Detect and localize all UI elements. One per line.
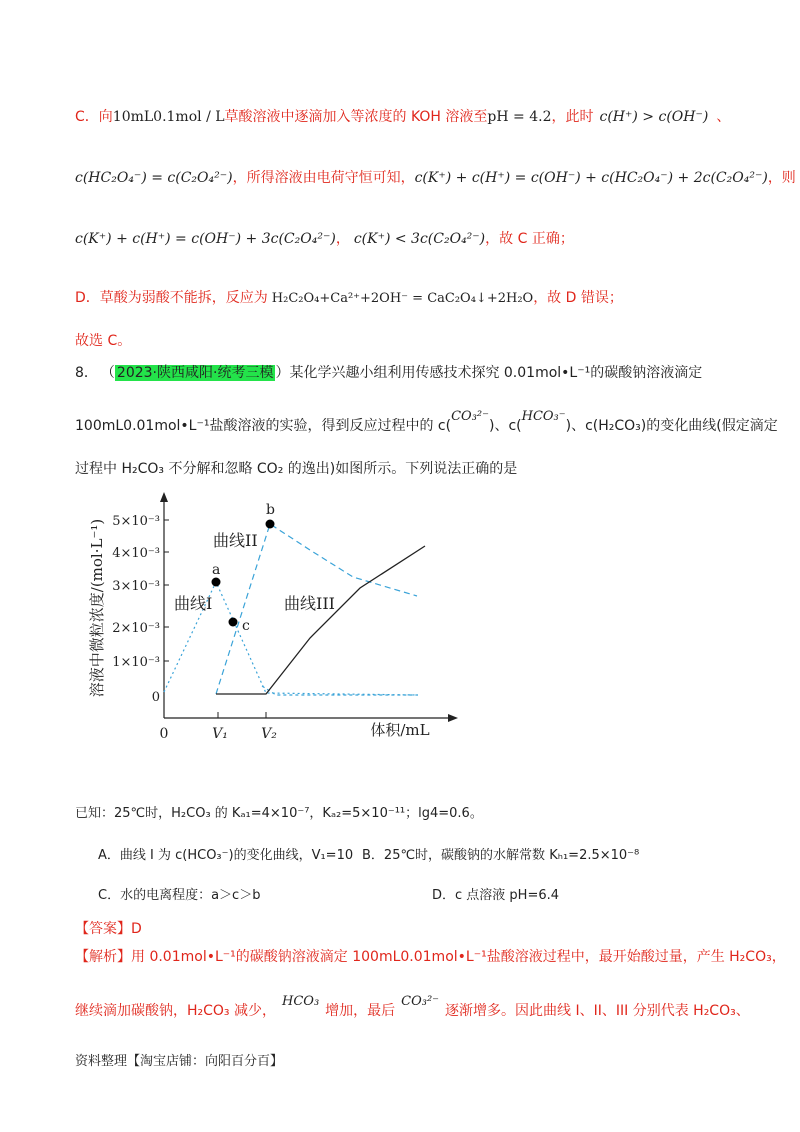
x-tick-label: 0 [159,726,169,742]
option-d: D．c 点溶液 pH=6.4 [432,888,560,903]
option-c: C．水的电离程度：a＞c＞b [98,888,261,903]
answer-label: 【答案】 [75,921,131,937]
question-8-line-3: 过程中 H₂CO₃ 不分解和忽略 CO₂ 的逸出)如图所示。下列说法正确的是 [75,461,518,477]
question-8-line-2: 100mL0.01mol•L⁻¹盐酸溶液的实验，得到反应过程中的 c(CO₃²⁻)、c(HCO₃⁻)、c(H₂CO₃)的变化曲线(假定滴定 [75,409,778,434]
point-c [229,618,238,627]
y-tick-label: 1×10⁻³ [112,655,160,670]
x-axis-arrow [448,714,458,722]
choose-line: 故选 C。 [75,333,132,349]
y-tick-label: 4×10⁻³ [112,546,160,561]
curve-2-label: 曲线II [213,531,258,550]
known-line: 已知：25℃时，H₂CO₃ 的 Kₐ₁=4×10⁻⁷，Kₐ₂=5×10⁻¹¹；lg4=0.6。 [75,806,483,821]
y-axis-arrow [160,492,168,502]
y-axis-label: 溶液中微粒浓度/(mol·L⁻¹) [88,518,106,698]
point-a [212,578,221,587]
point-a-label: a [212,562,221,578]
option-c-line-2: c(HC₂O₄⁻) = c(C₂O₄²⁻)，所得溶液由电荷守恒可知，c(K⁺) + c(H⁺) = c(OH⁻) + c(HC₂O₄⁻) + 2c(C₂O₄²⁻)，则 [75,170,796,186]
x-tick-label: V₂ [261,726,277,742]
point-c-label: c [242,618,250,634]
option-d-line: D．草酸为弱酸不能拆，反应为 H₂C₂O₄+Ca²⁺+2OH⁻ = CaC₂O₄↓+2H₂O，故 D 错误； [75,290,623,306]
y-tick-label: 0 [151,690,160,705]
answer-value: D [131,921,142,937]
curve-2-drop-guide [266,524,270,693]
x-tick-label: V₁ [212,726,228,742]
y-tick-label: 5×10⁻³ [112,514,160,529]
option-b: B．25℃时，碳酸钠的水解常数 Kₕ₁=2.5×10⁻⁸ [362,848,640,863]
analysis-line-2: 继续滴加碳酸钠，H₂CO₃ 减少，HCO₃增加，最后CO₃²⁻逐渐增多。因此曲线 I、II、III 分别代表 H₂CO₃、 [75,994,750,1019]
source-tag: 2023·陕西咸阳·统考三模 [116,365,274,381]
curve-3-label: 曲线III [284,594,335,613]
y-tick-label: 2×10⁻³ [112,621,160,636]
concentration-chart [70,490,460,775]
option-c-line-1: C．向10mL0.1mol / L草酸溶液中逐滴加入等浓度的 KOH 溶液至pH = 4.2，此时 c(H⁺) > c(OH⁻) 、 [75,109,731,125]
answer-line [75,918,142,938]
x-axis-label: 体积/mL [370,721,430,739]
curve-2-unused [266,524,270,693]
option-a: A．曲线 I 为 c(HCO₃⁻)的变化曲线，V₁=10 [98,848,354,863]
curve-2-tail [262,686,418,695]
option-c-line-3: c(K⁺) + c(H⁺) = c(OH⁻) + 3c(C₂O₄²⁻)， c(K⁺) < 3c(C₂O₄²⁻)，故 C 正确； [75,231,574,247]
curve-1-label: 曲线I [174,594,213,613]
analysis-line-1: 【解析】用 0.01mol•L⁻¹的碳酸钠溶液滴定 100mL0.01mol•L⁻¹盐酸溶液过程中，最开始酸过量，产生 H₂CO₃， [75,949,786,965]
question-8-line-1: 8． （ 2023·陕西咸阳·统考三模 ）某化学兴趣小组利用传感技术探究 0.01mol•L⁻¹的碳酸钠溶液滴定 [75,365,703,381]
analysis-label: 【解析】 [75,949,131,965]
y-tick-label: 3×10⁻³ [112,579,160,594]
footer: 资料整理【淘宝店铺：向阳百分百】 [75,1054,284,1069]
point-b-label: b [266,502,275,518]
point-b [266,520,275,529]
